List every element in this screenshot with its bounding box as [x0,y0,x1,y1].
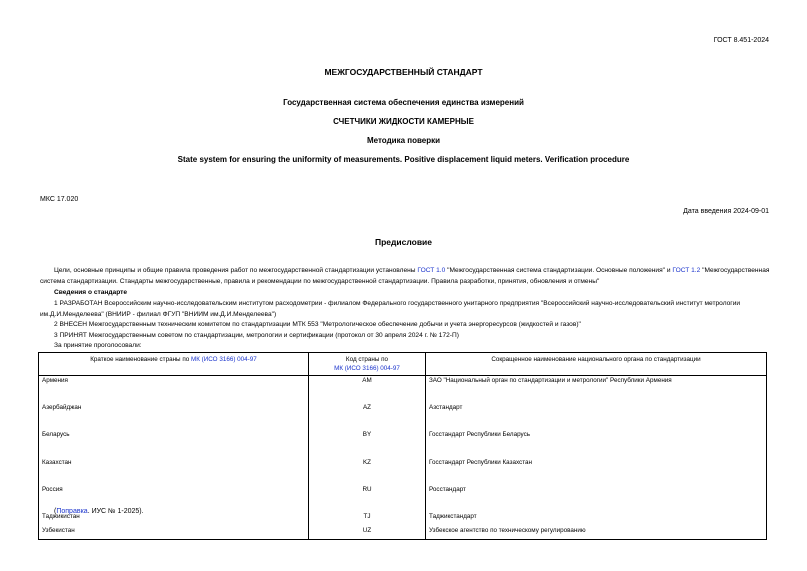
method-title: Методика поверки [366,136,441,145]
introduction-date: Дата введения 2024-09-01 [683,208,769,215]
table-row [39,403,767,417]
spacer-row [39,444,767,458]
table-header-row [39,353,767,376]
amendment-text: . ИУС № 1-2025). [87,508,144,515]
code-cell: RU [309,485,426,499]
amendment-link[interactable]: Поправка [56,508,88,515]
preface-item-3: 3 ПРИНЯТ Межгосударственным советом по стандартизации, метрологии и сертификации (протокол от 30 апреля 2024 г. № 172-П) [54,332,459,339]
code-cell: KZ [309,458,426,472]
voted-label: За принятие проголосовали: [54,342,142,349]
table-row [39,526,767,540]
country-cell: Беларусь [39,430,309,444]
body-cell: Росстандарт [426,485,767,499]
country-code-header [309,353,426,376]
country-cell: Таджикистан [39,512,309,526]
preface-paragraph-1 [40,266,772,287]
amendment-note [54,508,144,515]
code-cell: AM [309,376,426,390]
table-row [39,485,767,499]
code-cell: BY [309,430,426,444]
table-row [39,430,767,444]
country-cell: Казахстан [39,458,309,472]
header-text: Код страны по [345,356,389,363]
country-cell: Россия [39,485,309,499]
spacer-row [39,471,767,485]
code-cell: TJ [309,512,426,526]
body-cell: Узбекское агентство по техническому регулированию [426,526,767,540]
body-cell: Таджикстандарт [426,512,767,526]
subject-title: СЧЕТЧИКИ ЖИДКОСТИ КАМЕРНЫЕ [333,117,474,126]
mks-code: МКС 17.020 [40,196,79,203]
country-name-header [39,353,309,376]
header-text: Краткое наименование страны по [90,356,191,363]
english-title: State system for ensuring the uniformity of measurements. Positive displacement liquid meters. Verification procedure [177,155,630,164]
mk-iso-link[interactable]: МК (ИСО 3166) 004-97 [334,365,400,372]
voting-countries-table [38,352,767,540]
country-cell: Армения [39,376,309,390]
standard-type-title: МЕЖГОСУДАРСТВЕННЫЙ СТАНДАРТ [324,67,483,77]
code-cell: AZ [309,403,426,417]
table-row [39,458,767,472]
preface-item-1: 1 РАЗРАБОТАН Всероссийским научно-исследовательским институтом расходометрии - филиалом Федерального государственного унитарного предприятия "Всероссийский научно-исследовательский институт метрологии им.Д.И.Менделеева" (ВНИИР - филиал ФГУП "ВНИИМ им.Д.И.Менделеева") [40,300,741,318]
table-row [39,376,767,390]
country-cell: Азербайджан [39,403,309,417]
preface-heading: Предисловие [374,237,433,247]
country-cell: Узбекистан [39,526,309,540]
document-number: ГОСТ 8.451-2024 [713,37,769,44]
mk-iso-link[interactable]: МК (ИСО 3166) 004-97 [190,356,257,363]
body-cell: ЗАО "Национальный орган по стандартизации и метрологии" Республики Армения [426,376,767,390]
body-cell: Азстандарт [426,403,767,417]
body-cell: Госстандарт Республики Казахстан [426,458,767,472]
gost-1-0-link[interactable]: ГОСТ 1.0 [417,267,446,274]
spacer-row [39,390,767,404]
amendment-open: ( [54,508,57,515]
spacer-row [39,417,767,431]
code-cell: UZ [309,526,426,540]
standards-body-header: Сокращенное наименование национального органа по стандартизации [426,353,767,376]
system-title: Государственная система обеспечения единства измерений [283,98,524,107]
preface-text: "Межгосударственная система стандартизации. Стандарты межгосударственные, правила и рекомендации по межгосударственной стандартизации. Правила разработки, принятия, обновления и отмены" [40,267,770,285]
preface-text: "Межгосударственная система стандартизации. Основные положения" и [445,267,673,274]
gost-1-2-link[interactable]: ГОСТ 1.2 [672,267,701,274]
preface-text: Цели, основные принципы и общие правила проведения работ по межгосударственной стандартизации установлены [54,267,418,274]
spacer-row [39,498,767,512]
table-row [39,512,767,526]
preface-item-2: 2 ВНЕСЕН Межгосударственным техническим комитетом по стандартизации МТК 553 "Метрологическое обеспечение добычи и учета энергоресурсов (жидкостей и газов)" [54,321,581,328]
standard-info-heading: Сведения о стандарте [54,289,128,296]
body-cell: Госстандарт Республики Беларусь [426,430,767,444]
